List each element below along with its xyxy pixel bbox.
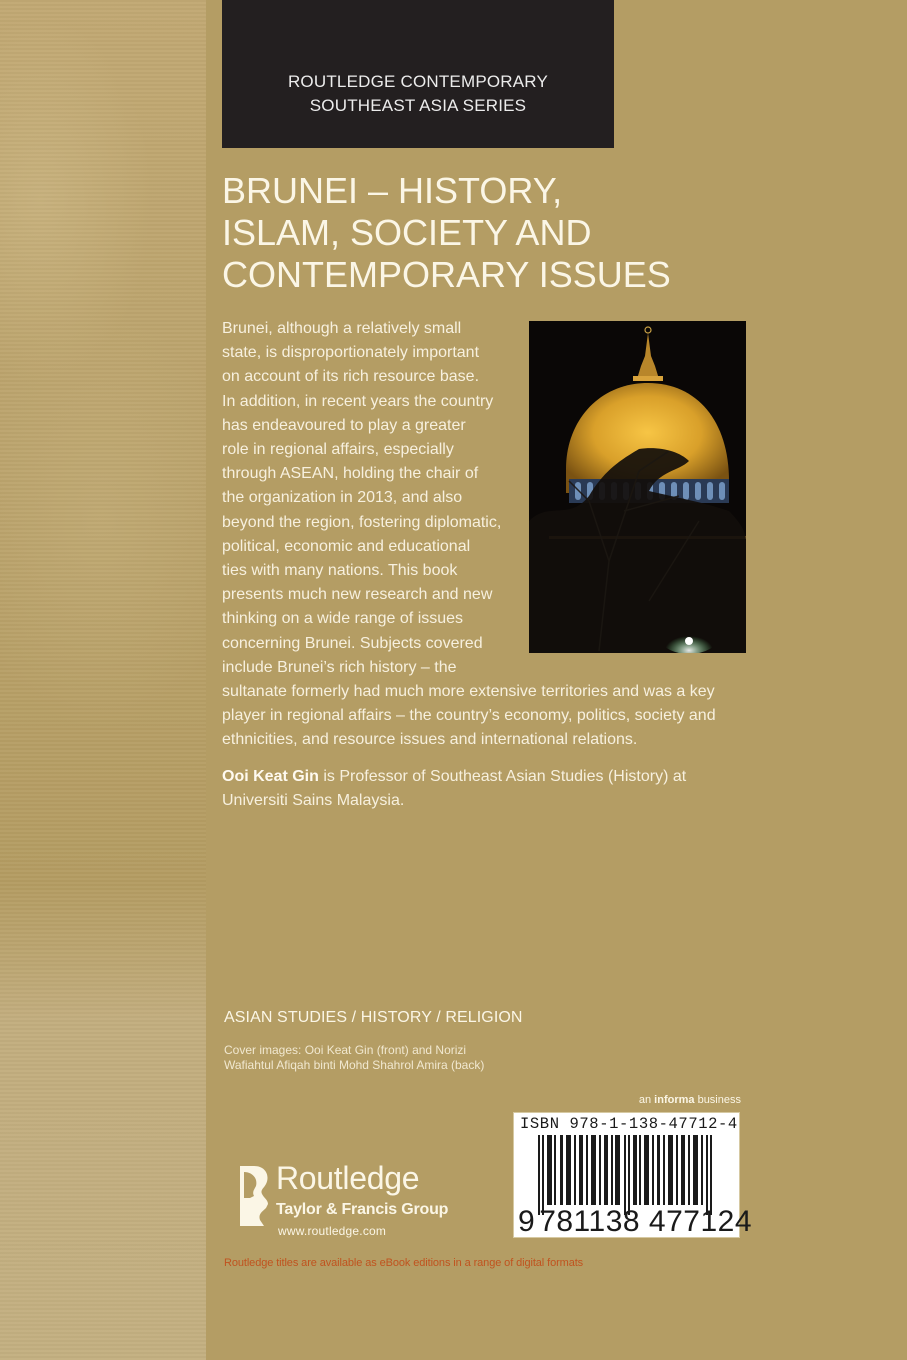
author-bio-line-1: is Professor of Southeast Asian Studies (History) at [318, 768, 687, 785]
ean-number [518, 1205, 752, 1239]
blurb-line: role in regional affairs, especially [222, 441, 454, 459]
isbn-label: ISBN 978-1-138-47712-4 [520, 1115, 738, 1133]
blurb-line: sultanate formerly had much more extensive territories and was a key [222, 683, 715, 701]
series-name-line-1: ROUTLEDGE CONTEMPORARY [287, 72, 549, 91]
blurb-line: player in regional affairs – the country’s economy, politics, society and [222, 707, 716, 725]
blurb-line: state, is disproportionately important [222, 344, 480, 362]
routledge-r-profile-icon [236, 1164, 272, 1226]
informa-tagline [600, 1094, 741, 1106]
title-line-3: CONTEMPORARY ISSUES [222, 254, 671, 295]
mosque-dome-photo [529, 321, 746, 653]
blurb-line: the organization in 2013, and also [222, 489, 463, 507]
informa-brand: informa [654, 1094, 695, 1106]
blurb-line: In addition, in recent years the country [222, 392, 494, 410]
subject-categories: ASIAN STUDIES / HISTORY / RELIGION [224, 1009, 523, 1026]
blurb-line: include Brunei’s rich history – the [222, 658, 457, 676]
ean-prefix: 9 [518, 1205, 536, 1238]
series-name-line-2: SOUTHEAST ASIA SERIES [309, 96, 527, 115]
ebook-availability-note: Routledge titles are available as eBook editions in a range of digital formats [224, 1257, 584, 1269]
book-title [222, 170, 782, 296]
ean-digits: 781138 477124 [539, 1205, 753, 1238]
blurb-line: on account of its rich resource base. [222, 368, 480, 386]
publisher-logo [222, 1160, 482, 1240]
blurb-line: thinking on a wide range of issues [222, 610, 464, 628]
author-name: Ooi Keat Gin [222, 768, 319, 785]
blurb-line: concerning Brunei. Subjects covered [222, 634, 483, 652]
routledge-wordmark: Routledge [276, 1160, 420, 1196]
blurb-line: Brunei, although a relatively small [222, 320, 462, 337]
publisher-group: Taylor & Francis Group [276, 1201, 449, 1218]
barcode-bars-icon [538, 1135, 718, 1215]
series-banner [222, 0, 614, 148]
blurb-line: beyond the region, fostering diplomatic, [222, 513, 502, 531]
blurb-line: ties with many nations. This book [222, 562, 458, 580]
author-bio [222, 765, 762, 813]
blurb-line: presents much new research and new [222, 586, 493, 604]
informa-post: business [694, 1094, 741, 1106]
spine-texture [0, 0, 206, 1360]
blurb-line: ethnicities, and resource issues and international relations. [222, 731, 638, 749]
isbn-barcode [514, 1113, 753, 1238]
publisher-url[interactable]: www.routledge.com [278, 1224, 387, 1238]
credits-line-1: Cover images: Ooi Keat Gin (front) and Norizi [224, 1043, 467, 1057]
credits-line-2: Wafiahtul Afiqah binti Mohd Shahrol Amira (back) [224, 1058, 485, 1072]
title-line-1: BRUNEI – HISTORY, [222, 170, 563, 211]
blurb-line: political, economic and educational [222, 537, 471, 555]
cover-image-credits [224, 1043, 544, 1073]
title-line-2: ISLAM, SOCIETY AND [222, 212, 592, 253]
author-bio-line-2: Universiti Sains Malaysia. [222, 792, 405, 809]
informa-pre: an [638, 1094, 655, 1106]
blurb-line: through ASEAN, holding the chair of [222, 465, 479, 483]
blurb-line: has endeavoured to play a greater [222, 416, 466, 434]
